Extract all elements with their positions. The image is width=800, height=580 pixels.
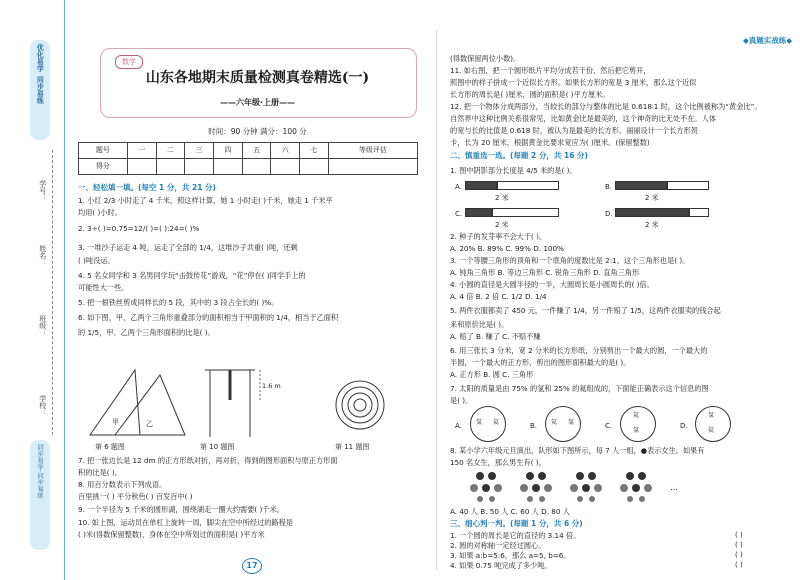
option-b-bar[interactable] (615, 181, 709, 190)
pie-d-label: D. (680, 422, 688, 430)
question-l3-cont: ( )吨没运。 (78, 256, 115, 265)
question-l8: 8. 用百分数表示下列成语。 (78, 480, 167, 489)
score-cell[interactable] (213, 159, 242, 175)
judge-3-answer[interactable]: ( ) (735, 551, 743, 559)
question-r-c4-options: A. 4 倍 B. 2 倍 C. 1/2 D. 1/4 (450, 292, 547, 301)
option-c-bar[interactable] (465, 208, 559, 217)
question-r-c6: 6. 用三张长 3 分米，宽 2 分米的长方形纸，分别剪出一个最大的圆，一个最大的 (450, 346, 708, 355)
score-table (78, 142, 418, 175)
question-r11-cont2: 长方形的周长是( )厘米，圆的面积是( )平方厘米。 (450, 90, 610, 99)
option-a-bar[interactable] (465, 181, 559, 190)
question-r-c8: 8. 某小学六年级元旦演出，队形如下图所示，每 7 人一组，●表示女生。如果有 (450, 446, 705, 455)
option-b-label: B. (605, 183, 613, 191)
option-c-label: C. (455, 210, 463, 218)
label-jia: 甲 (112, 418, 119, 426)
pie-a-hai: 氦 (493, 419, 500, 426)
question-l4-cont: 可能性大一些。 (78, 283, 129, 292)
option-b-meter: 2 米 (645, 194, 659, 202)
exam-time: 时间：90 分钟 满分：100 分 (208, 127, 307, 136)
question-l6-cont: 的 1/5，甲、乙两个三角形面积的比是( )。 (78, 328, 215, 337)
field-class: 班级： (38, 315, 47, 336)
page-subtitle: ——六年级·上册—— (219, 98, 296, 107)
score-table-header-row (79, 143, 418, 159)
bar-shaded (615, 181, 667, 190)
score-row-label: 得分 (79, 159, 128, 175)
score-header-cell: 二 (156, 143, 185, 159)
bar-shaded (465, 181, 497, 190)
option-c-meter: 2 米 (495, 221, 509, 229)
field-school: 学校： (38, 395, 47, 416)
score-header-cell: 题号 (79, 143, 128, 159)
option-d-bar[interactable] (615, 208, 709, 217)
question-r-c6-options: A. 正方形 B. 圆 C. 三角形 (450, 370, 534, 379)
bar-shaded (615, 208, 689, 217)
question-l1: 1. 小红 2/3 小时走了 4 千米，照这样计算，她 1 小时走( )千米，她走 1 千米平 (78, 196, 333, 205)
spiral-ring (342, 387, 378, 423)
sidebar-top-text-2: 同步易练 (36, 76, 45, 104)
question-r-c2: 2. 种子的发芽率不会大于( )。 (450, 232, 547, 241)
option-d-label: D. (605, 210, 613, 218)
option-d-meter: 2 米 (645, 221, 659, 229)
field-name: 姓名： (38, 245, 47, 266)
score-cell[interactable] (271, 159, 300, 175)
field-student-id: 学号： (38, 180, 47, 201)
judge-2: 2. 圆的对称轴一定经过圆心。 (450, 541, 546, 550)
question-r-c8-options: A. 40 人 B. 50 人 C. 60 人 D. 80 人 (450, 507, 570, 516)
section-judge: 三、细心判一判。(每题 1 分，共 6 分) (450, 519, 583, 528)
pie-b-hai: 氦 (551, 419, 558, 426)
sidebar-bottom-text: 同步易学·同步易练 (36, 444, 45, 499)
question-r-c1: 1. 图中阴影部分长度是 4/5 米的是( )。 (450, 166, 577, 175)
sidebar-top-text-1: 优化易学 (36, 44, 45, 72)
pie-c-qing: 氢 (633, 427, 640, 434)
pie-b-qing: 氢 (568, 419, 575, 426)
question-l3: 3. 一堆沙子运走 4 吨，运走了全部的 1/4，这堆沙子共重( )吨，还剩 (78, 243, 298, 252)
spiral-ring (348, 393, 372, 417)
dot-group (570, 472, 602, 502)
question-r10-end: (得数保留两位小数)。 (450, 54, 521, 63)
question-r12-cont2: 的宽与长的比值是 0.618 时，被认为是最美的长方形。丽丽设计一个长方形贺 (450, 126, 698, 135)
pie-c-label: C. (605, 422, 613, 430)
score-table-score-row (79, 159, 418, 175)
score-cell[interactable] (242, 159, 271, 175)
score-header-cell: 等级评估 (328, 143, 417, 159)
dot-group (620, 472, 652, 502)
page-divider (436, 30, 437, 570)
score-header-cell: 四 (213, 143, 242, 159)
bar-empty (497, 181, 559, 190)
question-l10-cont: ( )米(得数保留整数)，身体在空中所划过的面积是( )平方米 (78, 530, 265, 539)
spiral-ring (336, 381, 384, 429)
score-header-cell: 五 (242, 143, 271, 159)
judge-2-answer[interactable]: ( ) (735, 541, 743, 549)
question-r-c5-options: A. 赔了 B. 赚了 C. 不赔不赚 (450, 332, 541, 341)
score-cell[interactable] (185, 159, 214, 175)
score-header-cell: 六 (271, 143, 300, 159)
bar-shaded (465, 208, 492, 217)
judge-3: 3. 如果 a:b=5:6，那么 a=5, b=6。 (450, 551, 571, 560)
sidebar-bottom-banner (30, 440, 50, 550)
score-header-cell: 三 (185, 143, 214, 159)
score-header-cell: 七 (300, 143, 329, 159)
caption-fig10: 第 10 题图 (200, 443, 235, 451)
option-a-label: A. (455, 183, 462, 191)
score-cell[interactable] (328, 159, 417, 175)
judge-1-answer[interactable]: ( ) (735, 531, 743, 539)
page-number-left: 17 (242, 558, 262, 574)
pie-d-qing: 氢 (708, 412, 715, 419)
judge-4-answer[interactable]: ( ) (735, 561, 743, 569)
question-r-c7-cont: 是( )。 (450, 396, 473, 405)
caption-fig11: 第 11 题图 (335, 443, 370, 451)
question-l9: 9. 一个半径为 5 千米的圆形湖，围绕湖走一圈大约需要( )千米。 (78, 505, 284, 514)
question-r-c4: 4. 小圆的直径是大圆半径的一半，大圆周长是小圆周长的( )倍。 (450, 280, 654, 289)
spiral-ring (354, 399, 366, 411)
score-header-cell: 一 (127, 143, 156, 159)
gymnast-figure (205, 370, 260, 437)
pie-a-qing: 氢 (476, 419, 483, 426)
question-l1-cont: 均用( )小时。 (78, 208, 122, 217)
pie-c[interactable] (620, 406, 656, 442)
label-yi: 乙 (146, 420, 153, 428)
bar-empty (689, 208, 709, 217)
subject-badge: 数学 (115, 55, 143, 69)
score-cell[interactable] (156, 159, 185, 175)
question-l2: 2. 3÷( )=0.75=12/( )=( ):24=( )% (78, 224, 200, 233)
dot-group (470, 472, 502, 502)
question-r-c3: 3. 一个等腰三角形的顶角和一个底角的度数比是 2:1，这个三角形也是( )。 (450, 256, 690, 265)
pie-b[interactable] (545, 406, 581, 442)
pie-a-label: A. (455, 422, 462, 430)
question-r11-cont: 照图中的样子拼成一个近似长方形。如果长方形的宽是 3 厘米，那么这个近似 (450, 78, 697, 87)
question-r-c5: 5. 两件衣服都卖了 450 元，一件赚了 1/4，另一件赔了 1/5，这两件衣服卖的钱合起 (450, 306, 721, 315)
question-l5: 5. 把一根铁丝剪成同样长的 5 段，其中的 3 段占全长的( )%。 (78, 298, 279, 307)
pie-b-label: B. (530, 422, 538, 430)
score-cell[interactable] (127, 159, 156, 175)
question-r11: 11. 如右图，把一个圆形纸片平均分成若干份，然后把它剪开， (450, 66, 651, 75)
score-cell[interactable] (300, 159, 329, 175)
question-r-c5-cont: 来和原价比是( )。 (450, 320, 509, 329)
triangle-figure (90, 370, 185, 435)
pie-a[interactable] (470, 406, 506, 442)
question-l7-cont: 积的比是( )。 (78, 468, 122, 477)
question-r-c8-cont: 150 名女生，那么男生有( )。 (450, 458, 546, 467)
question-r-c3-options: A. 钝角三角形 B. 等边三角形 C. 锐角三角形 D. 直角三角形 (450, 268, 640, 277)
judge-4: 4. 如果 0.75 吨完成了多少吨。 (450, 561, 552, 570)
page-title: 山东各地期末质量检测真卷精选(一) (145, 70, 370, 86)
bar-empty (667, 181, 709, 190)
pie-d[interactable] (695, 406, 731, 442)
question-r-c7: 7. 太阳的质量是由 75% 的氢和 25% 的氦组成的，下面能正确表示这个信息的图 (450, 384, 709, 393)
caption-fig6: 第 6 题图 (95, 443, 125, 451)
pie-c-hai: 氦 (633, 412, 640, 419)
spiral-figure (336, 381, 384, 429)
sidebar-top-banner (30, 40, 50, 140)
question-l10: 10. 如上图，运动员在单杠上旋转一周，脚尖在空中所经过的路程是 (78, 518, 293, 527)
figure-height-label: 1.6 m (262, 382, 281, 390)
question-r-c6-cont: 半圆，一个最大的正方形，剪出的图形面积最大的是( )。 (450, 358, 631, 367)
judge-1: 1. 一个圆的周长是它的直径的 3.14 倍。 (450, 531, 581, 540)
question-l4: 4. 5 名女同学和 3 名男同学玩“击鼓传花”游戏，“花”停在( )同学手上的 (78, 271, 306, 280)
figure-strip (80, 345, 425, 445)
question-r12: 12. 把一个物体分成两部分，当较长的部分与整体的比是 0.618∶1 时，这个比例被称为“黄金比”。 (450, 102, 762, 111)
question-r12-cont3: 卡，长为 20 厘米，根据黄金比要求宽应为( )厘米。(保留整数) (450, 138, 650, 147)
section-choose: 二、慎重选一选。(每题 2 分，共 16 分) (450, 151, 588, 160)
bar-empty (492, 208, 559, 217)
ellipsis: … (670, 483, 678, 492)
corner-label: ◆真题实战练◆ (742, 36, 792, 45)
question-r-c2-options: A. 20% B. 89% C. 99% D. 100% (450, 244, 564, 253)
pie-d-hai: 氦 (708, 427, 715, 434)
section-fill-blank: 一、轻松填一填。(每空 1 分，共 21 分) (78, 183, 216, 192)
dot-formation (470, 470, 710, 502)
question-r12-cont: 自然界中这种比例关系很常见，比如黄金比是最美的，这个神奇的比无处不在。人体 (450, 114, 716, 123)
option-a-meter: 2 米 (495, 194, 509, 202)
question-l8-options: 百里挑一( ) 平分秋色( ) 百发百中( ) (78, 492, 193, 501)
dot-group (520, 472, 552, 502)
question-l6: 6. 如下图，甲、乙两个三角形重叠部分的面积相当于甲面积的 1/4，相当于乙面积 (78, 313, 339, 322)
sidebar-cut-line (52, 150, 53, 435)
question-l7: 7. 把一张边长是 12 dm 的正方形纸对折，再对折，得到的图形面积与原正方形面 (78, 456, 338, 465)
